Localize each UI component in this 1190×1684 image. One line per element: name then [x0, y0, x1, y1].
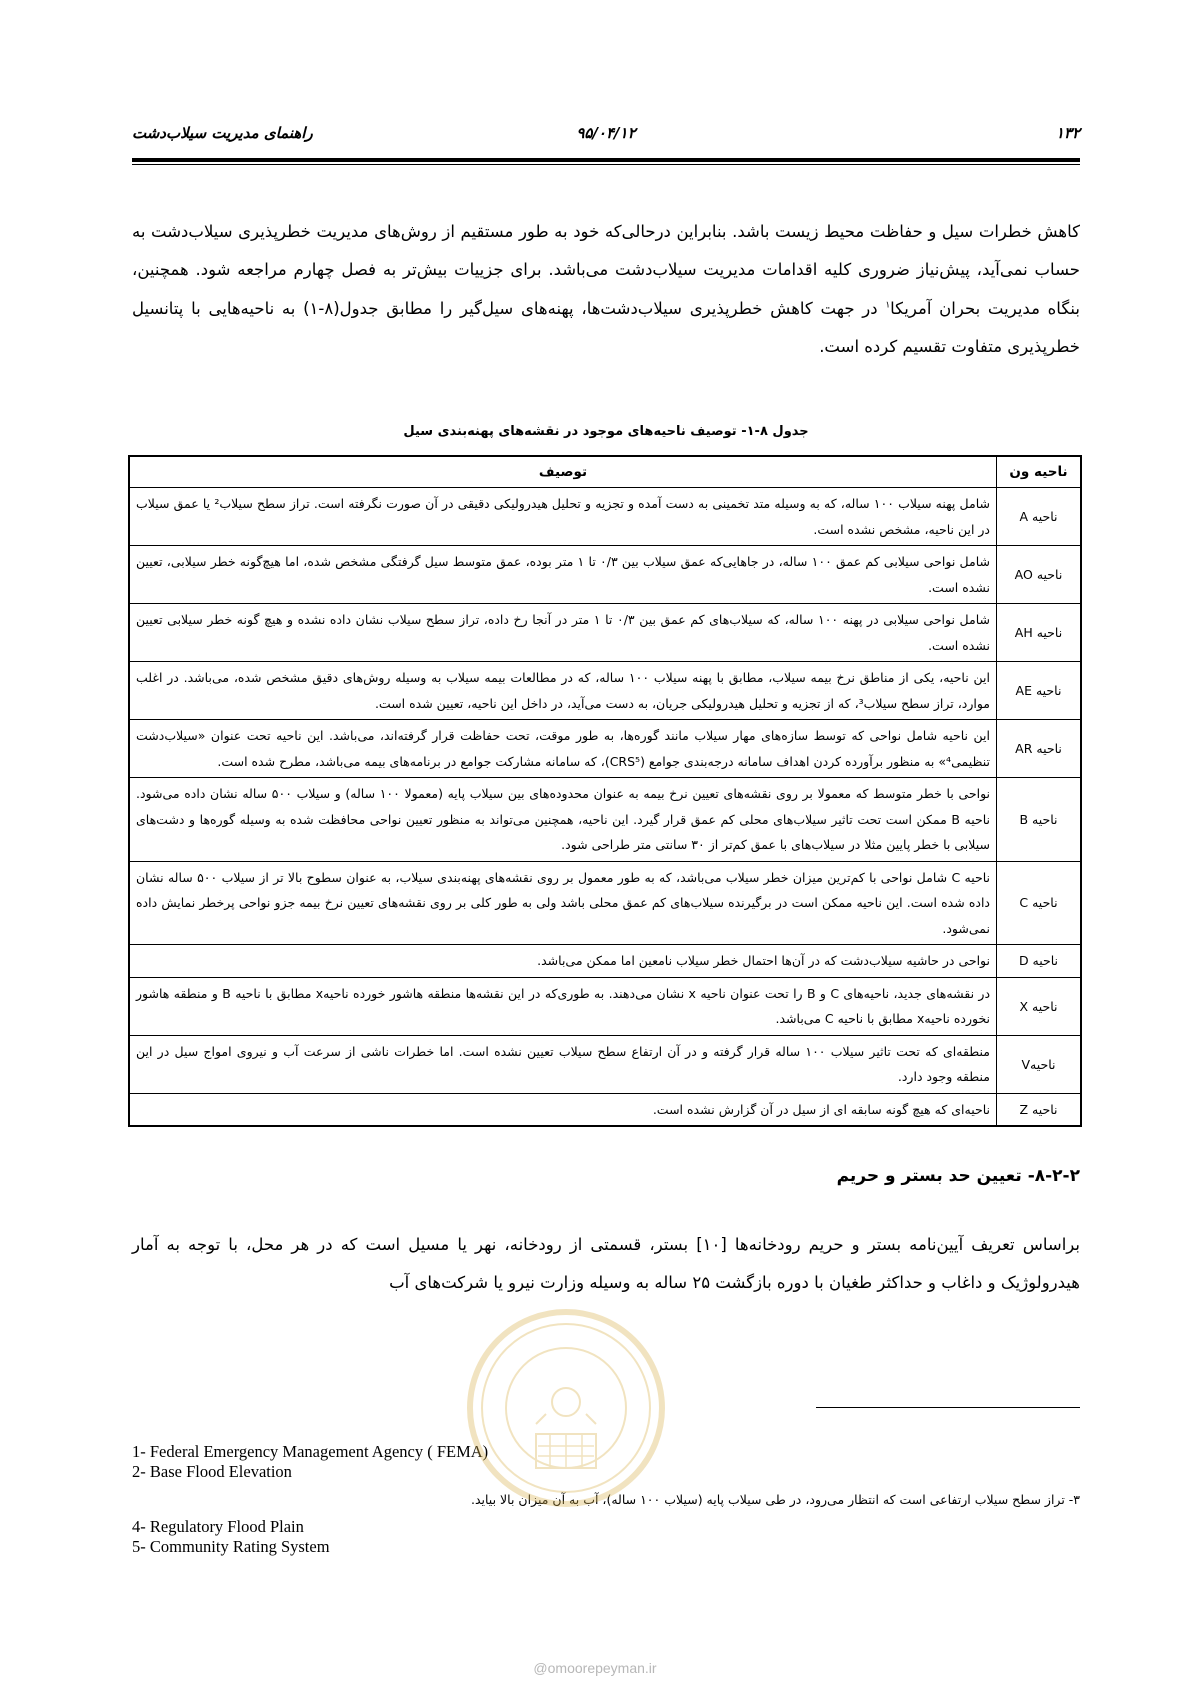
table-row [130, 1093, 1081, 1126]
zone-description: در نقشه‌های جدید، ناحیه‌های C و B را تحت عنوان ناحیه x نشان می‌دهند. به طوری‌که در این نقشه‌ها منطقه هاشور خورده ناحیهx مطابق با ناحیه B و منطقه هاشور نخورده ناحیهx مطابق با ناحیه C می‌باشد. [130, 977, 997, 1035]
zone-name: ناحیه X [997, 977, 1081, 1035]
footnote-4: 4- Regulatory Flood Plain [132, 1517, 304, 1536]
zone-name: ناحیه AO [997, 546, 1081, 604]
table-row [130, 604, 1081, 662]
header-rule-thin [132, 164, 1080, 165]
intro-text-part2: در جهت کاهش خطرپذیری سیلاب‌دشت‌ها، پهنه‌های سیل‌گیر را مطابق جدول(۸-۱) به ناحیه‌هایی با پتانسیل خطرپذیری متفاوت تقسیم کرده است. [132, 298, 1080, 356]
zone-description: این ناحیه شامل نواحی که توسط سازه‌های مهار سیلاب مانند گوره‌ها، به طور موقت، تحت حفاظت قرار گرفته‌اند، می‌باشد. این ناحیه تحت عنوان «سیلاب‌دشت تنظیمی⁴» به منظور برآورده کردن اهداف سامانه درجه‌بندی جوامع (CRS⁵)، که سامانه مشارکت جوامع در برنامه‌های بیمه می‌باشد، مطرح شده است. [130, 720, 997, 778]
table-row [130, 720, 1081, 778]
table-row [130, 977, 1081, 1035]
header-rule [132, 158, 1080, 162]
zone-name: ناحیه B [997, 778, 1081, 862]
section-heading: ۸-۲-۲- تعیین حد بستر و حریم [836, 1166, 1080, 1186]
footnote-separator [816, 1407, 1080, 1408]
book-title: راهنمای مدیریت سیلاب‌دشت [132, 124, 313, 142]
zone-name: ناحیه AE [997, 662, 1081, 720]
table-row [130, 778, 1081, 862]
zone-description: ناحیه C شامل نواحی با کم‌ترین میزان خطر سیلاب می‌باشد، که به طور معمول بر روی نقشه‌های پهنه‌بندی سیلاب، به عنوان سطوح بالا تر از سیلاب ۵۰۰ ساله نشان داده شده است. این ناحیه ممکن است در برگیرنده سیلاب‌های کم عمق محلی باشد ولی به طور کلی بر روی نقشه‌های تعیین نرخ بیمه جزو نواحی پرخطر نمایش داده نمی‌شود. [130, 861, 997, 945]
footnote-5: 5- Community Rating System [132, 1537, 330, 1556]
footnote-2: 2- Base Flood Elevation [132, 1462, 292, 1481]
header-date: ۹۵/۰۴/۱۲ [576, 124, 636, 142]
flood-zones-table [129, 456, 1081, 1126]
watermark-url: @omoorepeyman.ir [533, 1660, 657, 1676]
table-row [130, 861, 1081, 945]
zone-description: نواحی در حاشیه سیلاب‌دشت که در آن‌ها احتمال خطر سیلاب نامعین اما ممکن می‌باشد. [130, 945, 997, 978]
zone-name: ناحیه AR [997, 720, 1081, 778]
zone-description: شامل نواحی سیلابی کم عمق ۱۰۰ ساله، در جاهایی‌که عمق سیلاب بین ۰/۳ تا ۱ متر بوده، عمق متوسط سیل گرفتگی مشخص شده، اما هیچ‌گونه خطر سیلابی، تعیین نشده است. [130, 546, 997, 604]
intro-text-part1: کاهش خطرات سیل و حفاظت محیط زیست باشد. بنابراین درحالی‌که خود به طور مستقیم از روش‌های مدیریت خطرپذیری سیلاب‌دشت به حساب نمی‌آید، پیش‌نیاز ضروری کلیه اقدامات مدیریت سیلاب‌دشت می‌باشد. برای جزییات بیش‌تر به فصل چهارم مراجعه شود. همچنین، بنگاه مدیریت بحران آمریکا [132, 222, 1081, 318]
zone-name: ناحیه C [997, 861, 1081, 945]
seal-logo-icon [464, 1306, 668, 1510]
zone-name: ناحیه AH [997, 604, 1081, 662]
zone-column-header: ناحیه ون [997, 457, 1081, 488]
table-caption: جدول ۸-۱- توصیف ناحیه‌های موجود در نقشه‌های پهنه‌بندی سیل [403, 424, 809, 439]
intro-paragraph [132, 213, 1080, 366]
zone-description: منطقه‌ای که تحت تاثیر سیلاب ۱۰۰ ساله قرار گرفته و در آن ارتفاع سطح سیلاب تعیین نشده است. اما خطرات ناشی از سرعت آب و نیروی امواج سیل در این منطقه وجود دارد. [130, 1035, 997, 1093]
footnote-1: 1- Federal Emergency Management Agency ( FEMA) [132, 1442, 489, 1461]
page-header [132, 124, 1080, 152]
table-row [130, 662, 1081, 720]
table-row [130, 1035, 1081, 1093]
table-row [130, 546, 1081, 604]
zone-description: شامل نواحی سیلابی در پهنه ۱۰۰ ساله، که سیلاب‌های کم عمق بین ۰/۳ تا ۱ متر در آنجا رخ داده، تراز سطح سیلاب نشان داده نشده و هیچ گونه خطر سیلابی تعیین نشده است. [130, 604, 997, 662]
zone-description: این ناحیه، یکی از مناطق نرخ بیمه سیلاب، مطابق با پهنه سیلاب ۱۰۰ ساله، که در مطالعات بیمه سیلاب به وسیله روش‌های دقیق مشخص شده، می‌باشد. در اغلب موارد، تراز سطح سیلاب³، که از تجزیه و تحلیل هیدرولیکی جریان، به دست می‌آید، در داخل این ناحیه، تعیین شده است. [130, 662, 997, 720]
table-header-row [130, 457, 1081, 488]
table-row [130, 488, 1081, 546]
zone-description: نواحی با خطر متوسط که معمولا بر روی نقشه‌های تعیین نرخ بیمه به عنوان محدوده‌های بین سیلاب پایه (معمولا ۱۰۰ ساله) و سیلاب ۵۰۰ ساله نشان داده می‌شود. ناحیه B ممکن است تحت تاثیر سیلاب‌های محلی کم عمق قرار گیرد. این ناحیه، همچنین می‌تواند به منظور تعیین نواحی محافظت شده به وسیله گوره‌ها و دشت‌های سیلابی با خطر پایین مثلا در سیلاب‌های با عمق کم‌تر از ۳۰ سانتی متر طراحی شود. [130, 778, 997, 862]
footnote-ref-1[interactable]: ۱ [885, 300, 891, 311]
page-number: ۱۳۲ [1055, 124, 1080, 142]
zone-name: ناحیه A [997, 488, 1081, 546]
zone-name: ناحیهV [997, 1035, 1081, 1093]
zone-name: ناحیه D [997, 945, 1081, 978]
footnote-3: ۳- تراز سطح سیلاب ارتفاعی است که انتظار می‌رود، در طی سیلاب پایه (سیلاب ۱۰۰ ساله)، آب به آن میزان بالا بیاید. [470, 1492, 1080, 1507]
zone-name: ناحیه Z [997, 1093, 1081, 1126]
zone-description: شامل پهنه سیلاب ۱۰۰ ساله، که به وسیله متد تخمینی به دست آمده و تجزیه و تحلیل هیدرولیکی دقیقی در آن صورت نگرفته است. تراز سطح سیلاب² یا عمق سیلاب در این ناحیه، مشخص نشده است. [130, 488, 997, 546]
table-row [130, 945, 1081, 978]
zone-description: ناحیه‌ای که هیچ گونه سابقه ای از سیل در آن گزارش نشده است. [130, 1093, 997, 1126]
section-body-paragraph: براساس تعریف آیین‌نامه بستر و حریم رودخانه‌ها [۱۰] بستر، قسمتی از رودخانه، نهر یا مسیل است که در هر محل، با توجه به آمار هیدرولوژیک و داغاب و حداکثر طغیان با دوره بازگشت ۲۵ ساله به وسیله وزارت نیرو یا شرکت‌های آب [132, 1235, 1080, 1293]
description-column-header: توصیف [130, 457, 997, 488]
